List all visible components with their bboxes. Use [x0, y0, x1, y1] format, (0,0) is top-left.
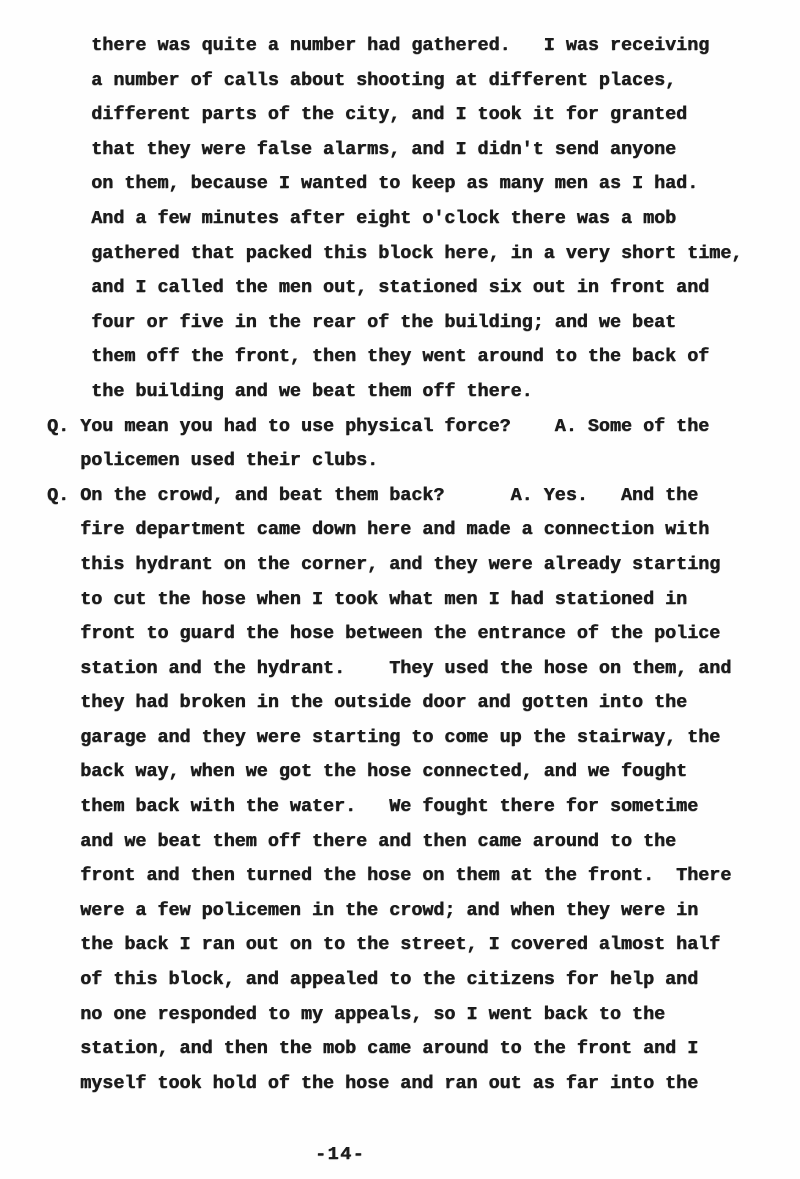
text-line: they had broken in the outside door and gotten into the [47, 692, 688, 714]
text-line: policemen used their clubs. [47, 450, 379, 472]
text-line: were a few policemen in the crowd; and when they were in [47, 899, 699, 921]
text-line: fire department came down here and made a connection with [47, 519, 710, 541]
text-line: myself took hold of the hose and ran out as far into the [47, 1072, 699, 1094]
text-line: on them, because I wanted to keep as many men as I had. [47, 173, 699, 195]
text-line: that they were false alarms, and I didn't send anyone [47, 138, 677, 160]
text-line: of this block, and appealed to the citizens for help and [47, 969, 699, 991]
text-line: front to guard the hose between the entrance of the police [47, 623, 721, 645]
text-line: and we beat them off there and then came around to the [47, 830, 677, 852]
text-line: the back I ran out on to the street, I covered almost half [47, 934, 721, 956]
text-line: four or five in the rear of the building; and we beat [47, 311, 677, 333]
text-line: them off the front, then they went around to the back of [47, 346, 710, 368]
text-line: and I called the men out, stationed six out in front and [47, 277, 710, 299]
text-line: gathered that packed this block here, in a very short time, [47, 242, 743, 264]
text-line: garage and they were starting to come up the stairway, the [47, 726, 721, 748]
transcript-text [47, 29, 742, 1101]
text-line: them back with the water. We fought there for sometime [47, 796, 699, 818]
text-line: Q. You mean you had to use physical force? A. Some of the [47, 415, 710, 437]
text-line: station and the hydrant. They used the hose on them, and [47, 657, 732, 679]
page-number: -14- [315, 1144, 366, 1165]
text-line: different parts of the city, and I took it for granted [47, 104, 688, 126]
text-line: And a few minutes after eight o'clock there was a mob [47, 207, 677, 229]
text-line: a number of calls about shooting at different places, [47, 69, 677, 91]
text-line: back way, when we got the hose connected, and we fought [47, 761, 688, 783]
text-line: this hydrant on the corner, and they were already starting [47, 553, 721, 575]
text-line: Q. On the crowd, and beat them back? A. Yes. And the [47, 484, 699, 506]
text-line: no one responded to my appeals, so I went back to the [47, 1003, 666, 1025]
text-line: station, and then the mob came around to the front and I [47, 1038, 699, 1060]
text-line: front and then turned the hose on them at the front. There [47, 865, 732, 887]
text-line: the building and we beat them off there. [47, 380, 533, 402]
text-line: to cut the hose when I took what men I had stationed in [47, 588, 688, 610]
text-line: there was quite a number had gathered. I was receiving [47, 35, 710, 56]
